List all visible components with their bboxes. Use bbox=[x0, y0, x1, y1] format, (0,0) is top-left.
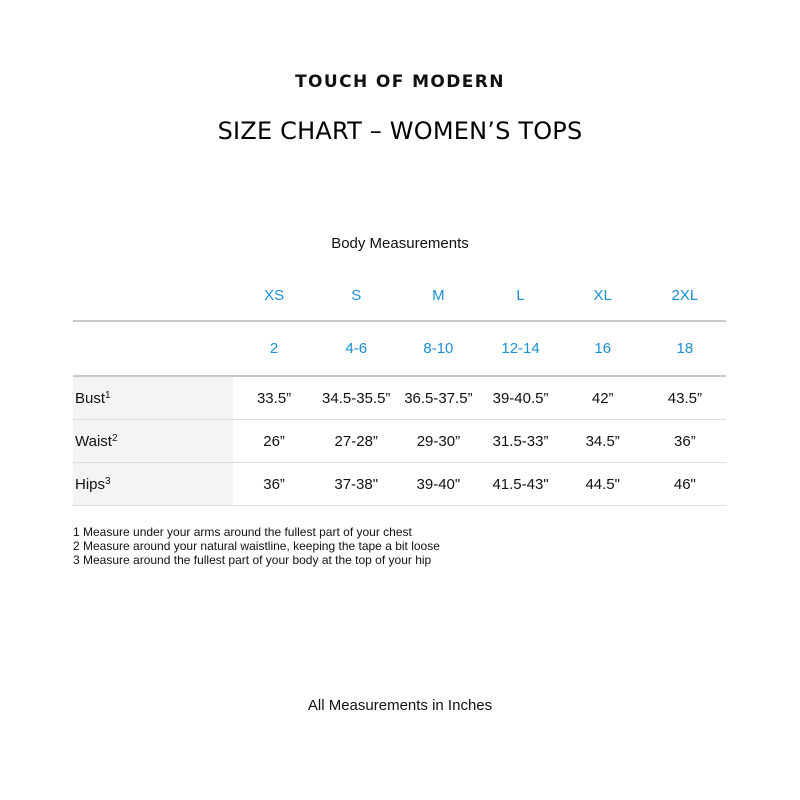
size-header-cell: L bbox=[516, 286, 525, 304]
footnote-hips: 3 Measure around the fullest part of your body at the top of your hip bbox=[73, 553, 432, 567]
measurement-cell: 42” bbox=[591, 389, 614, 407]
measurement-cell: 43.5” bbox=[667, 389, 702, 407]
size-header-cell: S bbox=[351, 286, 362, 304]
footnote-marker: 3 bbox=[105, 475, 111, 487]
row-label-text: Hips bbox=[75, 475, 106, 493]
waist-row bbox=[73, 420, 726, 463]
numeric-size-cell: 12-14 bbox=[501, 340, 540, 357]
measurement-cell: 26” bbox=[263, 432, 285, 450]
row-label-hips bbox=[73, 463, 233, 506]
page-title: SIZE CHART – WOMEN’S TOPS bbox=[217, 117, 583, 145]
measurement-cell: 36” bbox=[674, 432, 696, 450]
numeric-size-cell: 8-10 bbox=[423, 340, 454, 357]
measurement-cell: 44.5" bbox=[585, 475, 620, 493]
measurement-cell: 37-38" bbox=[334, 475, 379, 493]
measurement-cell: 39-40.5” bbox=[492, 389, 549, 407]
table-subtitle: Body Measurements bbox=[331, 235, 469, 252]
footnote-bust: 1 Measure under your arms around the fullest part of your chest bbox=[73, 525, 412, 539]
measurement-cell: 31.5-33” bbox=[492, 432, 549, 450]
empty-corner-cell bbox=[73, 270, 233, 321]
bust-row bbox=[73, 376, 726, 420]
numeric-size-cell: 16 bbox=[594, 340, 612, 357]
numeric-size-cell: 4-6 bbox=[345, 340, 368, 357]
measurement-cell: 39-40" bbox=[416, 475, 461, 493]
size-header-cell: XL bbox=[593, 286, 612, 304]
measurement-cell: 33.5” bbox=[256, 389, 292, 407]
measurement-cell: 34.5-35.5” bbox=[322, 389, 391, 407]
numeric-size-header-row bbox=[73, 321, 726, 376]
measurement-cell: 29-30” bbox=[416, 432, 461, 450]
hips-row bbox=[73, 463, 726, 506]
measurement-cell: 41.5-43" bbox=[492, 475, 549, 493]
letter-size-header-row bbox=[73, 270, 726, 321]
footnotes bbox=[73, 525, 440, 567]
row-label-text: Bust bbox=[75, 389, 106, 407]
measurement-cell: 34.5” bbox=[585, 432, 620, 450]
size-chart-table bbox=[73, 270, 726, 506]
measurement-cell: 36” bbox=[263, 475, 285, 493]
measurement-cell: 27-28” bbox=[334, 432, 378, 450]
numeric-size-cell: 2 bbox=[269, 340, 279, 357]
size-header-cell: 2XL bbox=[671, 286, 699, 304]
row-label-waist bbox=[73, 420, 233, 463]
brand-logo-text: TOUCH OF MODERN bbox=[295, 72, 505, 92]
measurement-cell: 36.5-37.5” bbox=[404, 389, 473, 407]
size-header-cell: M bbox=[432, 286, 445, 304]
units-footer: All Measurements in Inches bbox=[307, 697, 493, 714]
footnote-marker: 2 bbox=[111, 432, 118, 444]
empty-corner-cell bbox=[73, 321, 233, 376]
size-header-cell: XS bbox=[264, 286, 285, 304]
row-label-text: Waist bbox=[75, 432, 112, 450]
measurement-cell: 46" bbox=[673, 475, 696, 493]
numeric-size-cell: 18 bbox=[676, 340, 694, 357]
row-label-bust bbox=[73, 376, 233, 420]
footnote-marker: 1 bbox=[105, 389, 111, 401]
footnote-waist: 2 Measure around your natural waistline, keeping the tape a bit loose bbox=[73, 539, 440, 553]
